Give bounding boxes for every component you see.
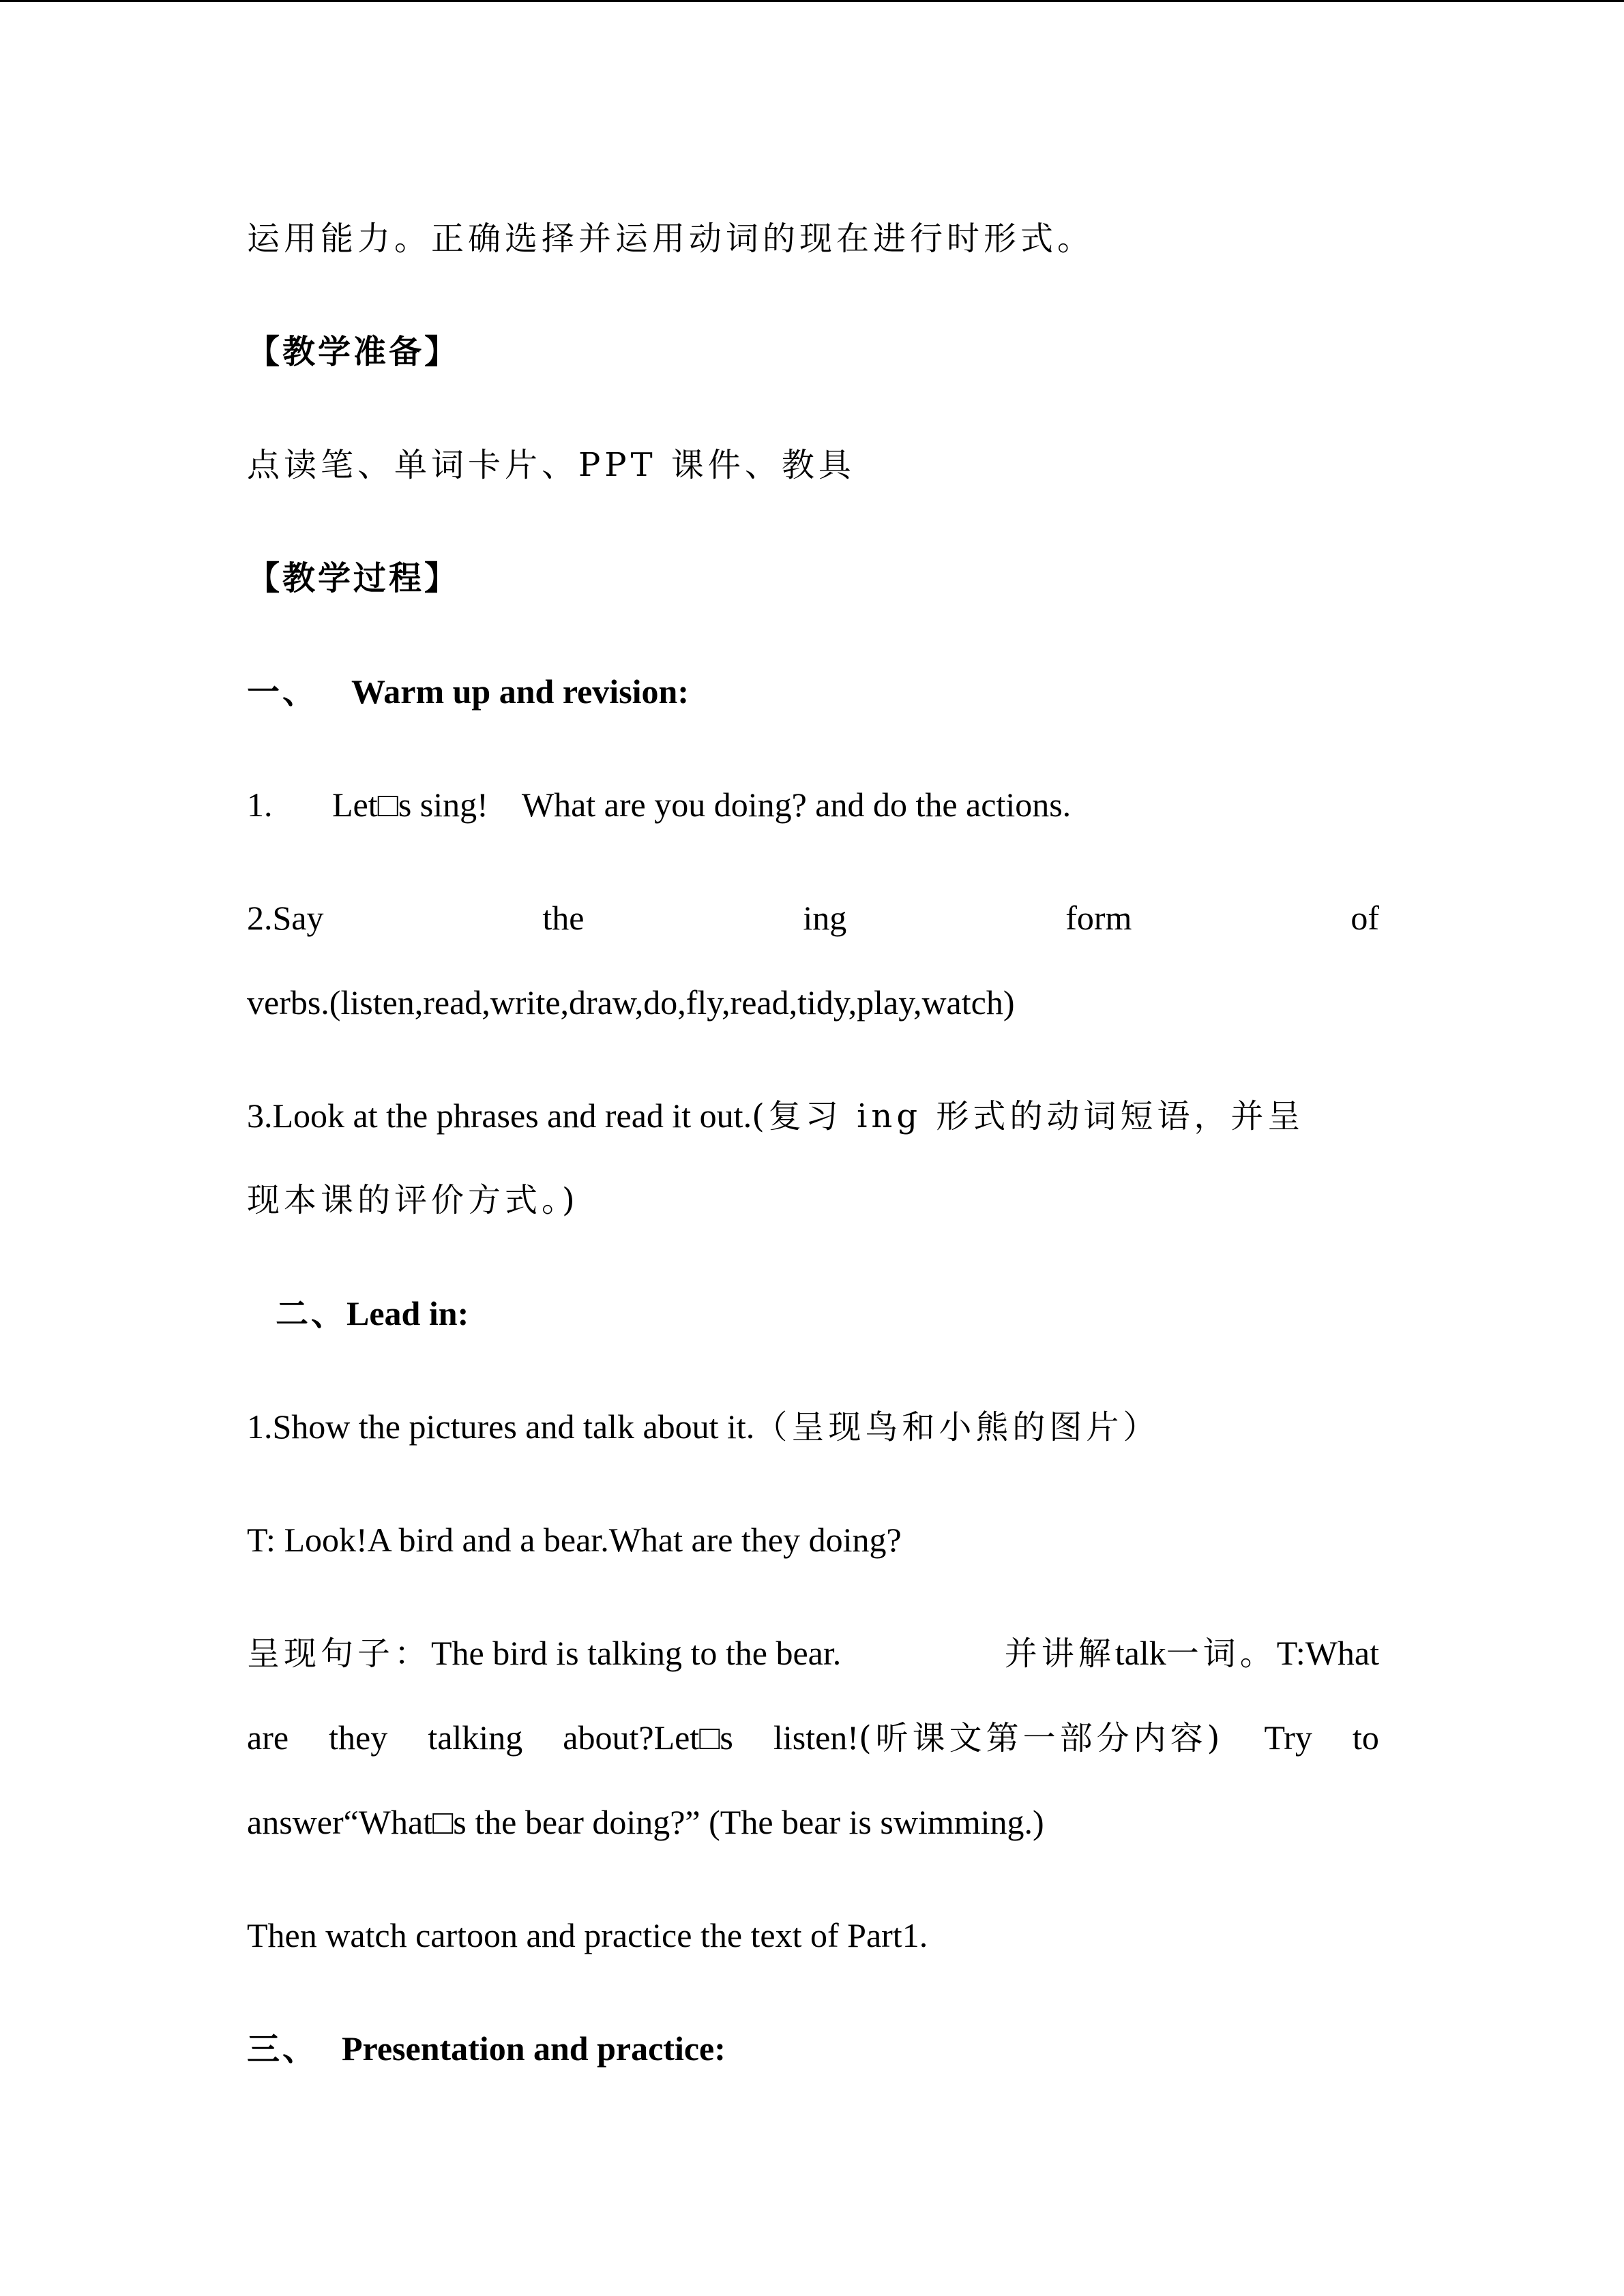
present-english: T:What: [1276, 1634, 1379, 1672]
item-text: Let□s sing! What are you doing? and do the actions.: [332, 786, 1072, 824]
section-title: Warm up and revision:: [351, 672, 690, 711]
present-l1-part-a: [247, 1632, 841, 1674]
section-marker: 一、: [247, 673, 319, 711]
word: the: [542, 899, 585, 937]
leadin-item-1: [247, 1406, 1379, 1448]
section-leadin-heading: [276, 1293, 1408, 1335]
word: talking: [428, 1718, 523, 1757]
present-line-3: answer“What□s the bear doing?” (The bear is swimming.): [247, 1803, 1044, 1841]
section-marker: 二、: [276, 1295, 347, 1333]
section-warmup-heading: [247, 671, 1379, 713]
warmup-item-2-line2: verbs.(listen,read,write,draw,do,fly,read,tidy,play,watch): [247, 983, 1015, 1022]
word: they: [329, 1718, 388, 1757]
leadin-english: 1.Show the pictures and talk about it.: [247, 1407, 755, 1446]
word: of: [1350, 899, 1379, 937]
warmup-item-1: [247, 784, 1379, 825]
word-group: [773, 1717, 1224, 1759]
present-line-2: [247, 1717, 1379, 1759]
leadin-chinese: （呈现鸟和小熊的图片）: [754, 1408, 1160, 1446]
present-english: The bird is talking to the bear.: [431, 1634, 842, 1672]
warmup-item-3-line2: 现本课的评价方式。): [247, 1181, 579, 1219]
item3-chinese: (复习 ing 形式的动词短语，并呈: [752, 1097, 1305, 1135]
word: about?Let□s: [563, 1718, 733, 1757]
item-number: 1.: [247, 786, 273, 824]
item3-english: 3.Look at the phrases and read it out.: [247, 1097, 752, 1135]
present-line-1: [247, 1632, 1379, 1674]
word: Try: [1264, 1718, 1312, 1757]
section-title: Presentation and practice:: [342, 2029, 726, 2068]
present-chinese: 一词。: [1166, 1635, 1277, 1673]
heading-teaching-process: 【教学过程】: [247, 559, 460, 597]
teacher-line: T: Look!A bird and a bear.What are they doing?: [247, 1521, 902, 1559]
warmup-item-2-line1: [247, 897, 1379, 938]
present-english: talk: [1114, 1634, 1166, 1672]
word: form: [1065, 899, 1132, 937]
present-chinese: 呈现句子：: [247, 1635, 432, 1673]
word: listen!: [773, 1718, 859, 1757]
section-marker: 三、: [247, 2030, 319, 2068]
ability-line: 运用能力。正确选择并运用动词的现在进行时形式。: [247, 220, 1095, 258]
word: 2.Say: [247, 899, 324, 937]
section-presentation-heading: [247, 2028, 1379, 2070]
word: ing: [803, 899, 847, 937]
warmup-item-3-line1: [247, 1095, 1379, 1137]
word: are: [247, 1718, 289, 1757]
prep-items-line: 点读笔、单词卡片、PPT 课件、教具: [247, 446, 855, 484]
heading-teaching-prep: 【教学准备】: [247, 333, 460, 371]
section-title: Lead in:: [346, 1294, 469, 1332]
present-chinese: 并讲解: [1004, 1635, 1115, 1673]
word: to: [1353, 1718, 1379, 1757]
present-chinese: (听课文第一部分内容): [858, 1719, 1224, 1757]
then-line: Then watch cartoon and practice the text of Part1.: [247, 1916, 928, 1954]
present-l1-part-b: [1005, 1632, 1379, 1674]
